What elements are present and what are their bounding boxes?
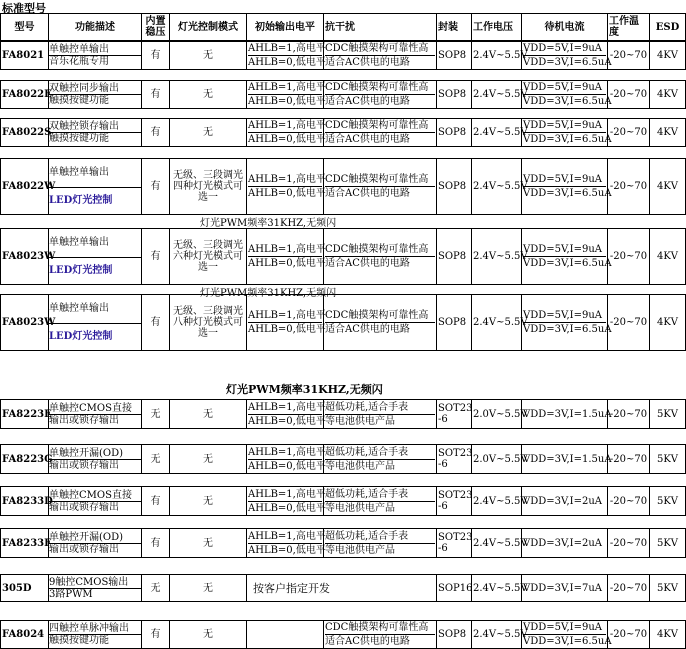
cell-line: CDC触摸架构可靠性高	[325, 309, 435, 323]
output-level-cell	[247, 295, 324, 351]
cell-line: 等电池供电产品	[325, 460, 395, 472]
table-row	[0, 158, 686, 215]
light-mode-cell	[170, 81, 247, 109]
light-mode-cell	[170, 487, 247, 516]
regulator-cell: 无	[142, 575, 170, 602]
function-cell	[49, 575, 142, 602]
temperature-cell: -20~70	[608, 487, 650, 516]
output-level-cell	[247, 42, 324, 70]
voltage-cell: 2.4V~5.5V	[472, 81, 522, 109]
mode-value: 无	[203, 89, 213, 100]
cell-line: AHLB=1,高电平	[248, 82, 326, 93]
temperature-cell: -20~70	[608, 621, 650, 649]
light-mode-cell	[170, 119, 247, 147]
output-level-cell	[247, 159, 324, 215]
pkg-value: SOP8	[438, 317, 467, 328]
standby-current-cell	[522, 159, 612, 215]
regulator-cell: 有	[142, 42, 170, 70]
cell-line: 无级、三段调光	[173, 306, 243, 317]
cell-line: 适合AC供电的电路	[325, 96, 410, 107]
mode-value: 无	[203, 495, 213, 507]
anti-interference-cell	[324, 229, 437, 285]
cell-line: 超低功耗,适合手表	[325, 488, 435, 502]
model-cell: FA8023W	[1, 229, 49, 285]
cell-line: AHLB=1,高电平	[248, 244, 326, 255]
cell-line: 八种灯光模式可选一	[173, 317, 243, 339]
esd-cell: 4KV	[650, 159, 686, 215]
standby-current-cell	[522, 621, 612, 649]
cell-line: AHLB=0,低电平	[248, 415, 326, 427]
output-level-cell	[247, 229, 324, 285]
table-row	[0, 486, 686, 516]
regulator-cell: 有	[142, 487, 170, 516]
table-row	[0, 41, 686, 70]
cell-line: CDC触摸架构可靠性高	[325, 173, 435, 187]
regulator-cell: 无	[142, 400, 170, 429]
header-temperature: 工作温度	[608, 14, 650, 41]
esd-cell: 5KV	[650, 575, 686, 602]
output-level-cell	[247, 487, 324, 516]
light-mode-cell	[170, 621, 247, 649]
model-cell: FA8021	[1, 42, 49, 70]
anti-interference-cell	[324, 445, 437, 474]
cell-line: 适合AC供电的电路	[325, 134, 410, 145]
header-output-level: 初始输出电平	[247, 14, 324, 41]
table-row	[0, 80, 686, 109]
standby-current-cell	[522, 42, 612, 70]
cell-line: 六种灯光模式可选一	[173, 251, 243, 273]
header-model: 型号	[1, 14, 49, 41]
esd-cell: 5KV	[650, 400, 686, 429]
cell-line: 适合AC供电的电路	[325, 636, 410, 647]
standby-current-cell	[522, 529, 608, 558]
voltage-cell: 2.4V~5.5V	[472, 42, 522, 70]
func-line: 单触控单输出	[49, 295, 141, 324]
cell-line: 适合AC供电的电路	[325, 188, 410, 199]
cell-line: VDD=5V,I=9uA	[523, 119, 606, 133]
table-row	[0, 294, 686, 351]
output-level-cell	[247, 445, 324, 474]
light-mode-cell	[170, 42, 247, 70]
esd-cell: 4KV	[650, 42, 686, 70]
package-cell	[437, 621, 472, 649]
esd-cell: 4KV	[650, 295, 686, 351]
anti-interference-cell	[324, 42, 437, 70]
table-row	[0, 620, 686, 649]
package-cell	[437, 445, 472, 474]
esd-cell: 5KV	[650, 487, 686, 516]
cell-line: VDD=3V,I=6.5uA	[523, 188, 612, 199]
voltage-cell: 2.4V~5.5V	[472, 621, 522, 649]
cell-line: VDD=5V,I=9uA	[523, 173, 606, 187]
cell-line: CDC触摸架构可靠性高	[325, 621, 435, 635]
section2-title: 灯光PWM频率31KHZ,无频闪	[226, 383, 383, 396]
esd-cell: 4KV	[650, 81, 686, 109]
cell-line: AHLB=1,高电平	[248, 43, 326, 54]
esd-cell: 5KV	[650, 529, 686, 558]
cell-line: CDC触摸架构可靠性高	[325, 81, 435, 95]
regulator-cell: 有	[142, 119, 170, 147]
standby-current-cell	[522, 295, 612, 351]
func-line: 单触控开漏(OD)	[49, 448, 141, 460]
model-cell: FA8022W	[1, 159, 49, 215]
cell-line: VDD=3V,I=6.5uA	[523, 96, 612, 107]
func-line: 音乐花瓶专用	[49, 56, 109, 67]
mode-value: 无	[203, 408, 213, 420]
voltage-cell: 2.4V~5.5V	[472, 529, 522, 558]
model-cell: FA8024	[1, 621, 49, 649]
func-line: 触摸按键功能	[49, 133, 109, 144]
voltage-cell: 2.4V~5.5V	[472, 487, 522, 516]
anti-interference-cell	[324, 487, 437, 516]
func-line: 单触控单输出	[49, 229, 141, 258]
light-mode-cell	[170, 229, 247, 285]
temperature-cell: -20~70	[608, 81, 650, 109]
light-mode-cell	[170, 529, 247, 558]
table-row	[0, 118, 686, 147]
func-line: 单触控单输出	[49, 44, 141, 56]
voltage-cell: 2.0V~5.5V	[472, 400, 522, 429]
regulator-cell: 有	[142, 159, 170, 215]
cell-line: VDD=5V,I=9uA	[523, 42, 606, 56]
voltage-cell: 2.4V~5.5V	[472, 159, 522, 215]
func-line: 单触控单输出	[49, 159, 141, 188]
cell-line: AHLB=0,低电平	[248, 460, 326, 472]
cell-line: SOT23	[438, 403, 473, 414]
mode-value: 无	[203, 629, 213, 640]
header-anti-interference: 抗干扰	[324, 14, 437, 41]
standby-current-cell	[522, 81, 612, 109]
pkg-value: SOP8	[438, 89, 467, 100]
curr-value: VDD=3V,I=1.5uA	[523, 453, 612, 465]
model-cell: 305D	[1, 575, 49, 602]
mode-value: 无	[203, 537, 213, 549]
temperature-cell: -20~70	[608, 295, 650, 351]
cell-line: -6	[438, 543, 448, 554]
cell-line: AHLB=0,低电平	[248, 188, 326, 199]
function-cell	[49, 445, 142, 474]
regulator-cell: 有	[142, 229, 170, 285]
output-level-cell	[247, 621, 324, 649]
cell-line: AHLB=0,低电平	[248, 57, 326, 68]
model-cell: FA8223G	[1, 445, 49, 474]
cell-line: SOT23	[438, 448, 473, 459]
cell-line: AHLB=1,高电平	[248, 530, 326, 542]
pkg-value: SOP8	[438, 127, 467, 138]
light-mode-cell	[170, 400, 247, 429]
cell-line: AHLB=1,高电平	[248, 120, 326, 131]
regulator-cell: 有	[142, 295, 170, 351]
cell-line: AHLB=0,低电平	[248, 544, 326, 556]
light-mode-cell	[170, 575, 247, 602]
cell-line: 超低功耗,适合手表	[325, 446, 435, 460]
cell-line: 等电池供电产品	[325, 544, 395, 556]
cell-line: CDC触摸架构可靠性高	[325, 243, 435, 257]
voltage-cell: 2.0V~5.5V	[472, 445, 522, 474]
temperature-cell: -20~70	[608, 575, 650, 602]
output-level-cell	[247, 81, 324, 109]
cell-line: VDD=5V,I=9uA	[523, 621, 606, 635]
standby-current-cell	[522, 445, 612, 474]
anti-interference-cell	[324, 81, 437, 109]
standby-current-cell	[522, 400, 612, 429]
cell-line: -6	[438, 414, 448, 425]
table-row	[0, 574, 686, 602]
output-level-cell	[247, 119, 324, 147]
mode-value: 无	[203, 453, 213, 465]
func-line: 双触控同步输出	[49, 83, 141, 95]
light-mode-cell	[170, 445, 247, 474]
anti-interference-cell	[324, 119, 437, 147]
standby-current-cell	[522, 229, 612, 285]
package-cell	[437, 575, 472, 602]
model-cell: FA8233D	[1, 487, 49, 516]
pkg-value: SOP16	[438, 582, 473, 594]
cell-line: AHLB=1,高电平	[248, 446, 326, 458]
temperature-cell: -20~70	[608, 42, 650, 70]
cell-line: VDD=3V,I=6.5uA	[523, 134, 612, 145]
cell-line: AHLB=1,高电平	[248, 310, 326, 321]
header-voltage: 工作电压	[472, 14, 522, 41]
function-cell	[49, 119, 142, 147]
function-cell	[49, 159, 142, 215]
model-cell: FA8233F	[1, 529, 49, 558]
anti-interference-cell	[324, 159, 437, 215]
func-line: 单触控开漏(OD)	[49, 532, 141, 544]
table-row	[0, 228, 686, 285]
func-line: 输出或锁存输出	[49, 414, 119, 426]
cell-line: 无级、三段调光	[173, 240, 243, 251]
light-mode-cell	[170, 159, 247, 215]
func-line: 触摸按键功能	[49, 635, 109, 646]
pkg-value: SOP8	[438, 181, 467, 192]
cell-line: VDD=3V,I=6.5uA	[523, 636, 612, 647]
header-table	[0, 13, 686, 41]
cell-line: 适合AC供电的电路	[325, 324, 410, 335]
light-mode-cell	[170, 295, 247, 351]
header-package: 封装	[437, 14, 472, 41]
mode-value: 无	[203, 582, 213, 594]
function-cell	[49, 487, 142, 516]
cell-line: 适合AC供电的电路	[325, 258, 410, 269]
package-cell	[437, 159, 472, 215]
cell-line: AHLB=0,低电平	[248, 324, 326, 335]
func-line: 3路PWM	[49, 588, 93, 600]
package-cell	[437, 487, 472, 516]
package-cell	[437, 295, 472, 351]
regulator-cell: 有	[142, 621, 170, 649]
func-line: 输出或锁存输出	[49, 501, 119, 513]
temperature-cell: -20~70	[608, 445, 650, 474]
standby-current-cell	[522, 487, 608, 516]
temperature-cell: -20~70	[608, 159, 650, 215]
temperature-cell: -20~70	[608, 229, 650, 285]
model-cell: FA8023W	[1, 295, 49, 351]
func-led-line: LED灯光控制	[49, 194, 113, 206]
cell-line: VDD=5V,I=9uA	[523, 243, 606, 257]
cell-line: 无级、三段调光	[173, 170, 243, 181]
header-regulator: 内置稳压	[142, 14, 170, 41]
cell-line: CDC触摸架构可靠性高	[325, 42, 435, 56]
curr-value: VDD=3V,I=7uA	[523, 582, 603, 594]
voltage-cell: 2.4V~5.5V	[472, 229, 522, 285]
regulator-cell: 无	[142, 445, 170, 474]
cell-line: VDD=5V,I=9uA	[523, 309, 606, 323]
func-line: 触摸按键功能	[49, 95, 109, 106]
output-level-cell	[247, 400, 324, 429]
pwm-note: 灯光PWM频率31KHZ,无频闪	[200, 218, 337, 229]
cell-line: CDC触摸架构可靠性高	[325, 119, 435, 133]
func-line: 双触控锁存输出	[49, 121, 141, 133]
func-led-line: LED灯光控制	[49, 264, 113, 276]
regulator-cell: 有	[142, 81, 170, 109]
function-cell	[49, 529, 142, 558]
esd-cell: 4KV	[650, 119, 686, 147]
package-cell	[437, 400, 472, 429]
package-cell	[437, 42, 472, 70]
func-line: 输出或锁存输出	[49, 543, 119, 555]
cell-line: AHLB=1,高电平	[248, 174, 326, 185]
anti-interference-cell	[324, 529, 437, 558]
pwm-note: 灯光PWM频率31KHZ,无频闪	[200, 288, 337, 299]
func-line: 四触控单脉冲输出	[49, 623, 141, 635]
model-cell: FA8223E	[1, 400, 49, 429]
curr-value: VDD=3V,I=2uA	[523, 537, 603, 549]
model-cell: FA8022E	[1, 81, 49, 109]
cell-line: VDD=3V,I=6.5uA	[523, 324, 612, 335]
voltage-cell: 2.4V~5.5V	[472, 119, 522, 147]
cell-line: AHLB=0,低电平	[248, 96, 326, 107]
cell-line: AHLB=0,低电平	[248, 134, 326, 145]
cell-line: 等电池供电产品	[325, 415, 395, 427]
esd-cell: 4KV	[650, 229, 686, 285]
cell-line: AHLB=1,高电平	[248, 401, 326, 413]
cell-line: AHLB=1,高电平	[248, 488, 326, 500]
pkg-value: SOP8	[438, 251, 467, 262]
mode-value: 无	[203, 50, 213, 61]
table-row	[0, 444, 686, 474]
function-cell	[49, 621, 142, 649]
func-line: 单触控CMOS直接	[49, 403, 141, 415]
cell-line: 超低功耗,适合手表	[325, 401, 435, 415]
anti-interference-cell	[324, 295, 437, 351]
standby-current-cell	[522, 575, 608, 602]
temperature-cell: -20~70	[608, 400, 650, 429]
package-cell	[437, 119, 472, 147]
header-light-mode: 灯光控制模式	[170, 14, 247, 41]
cell-line: 适合AC供电的电路	[325, 57, 410, 68]
function-cell	[49, 81, 142, 109]
output-level-cell	[247, 529, 324, 558]
func-line: 单触控CMOS直接	[49, 490, 141, 502]
func-led-line: LED灯光控制	[49, 330, 113, 342]
voltage-cell: 2.4V~5.5V	[472, 295, 522, 351]
voltage-cell: 2.4V~5.5V	[472, 575, 522, 602]
package-cell	[437, 229, 472, 285]
cell-line: 超低功耗,适合手表	[325, 530, 435, 544]
esd-cell: 5KV	[650, 445, 686, 474]
sheet-title: 标准型号	[2, 2, 46, 15]
header-function: 功能描述	[49, 14, 142, 41]
cell-line: VDD=5V,I=9uA	[523, 81, 606, 95]
cell-line: SOT23	[438, 490, 473, 501]
model-cell: FA8022S	[1, 119, 49, 147]
func-line: 输出或锁存输出	[49, 459, 119, 471]
standby-current-cell	[522, 119, 612, 147]
package-cell	[437, 81, 472, 109]
function-cell	[49, 42, 142, 70]
cell-line: AHLB=0,低电平	[248, 502, 326, 514]
cell-line: AHLB=0,低电平	[248, 258, 326, 269]
curr-value: VDD=3V,I=2uA	[523, 495, 603, 507]
cell-line: -6	[438, 459, 448, 470]
temperature-cell: -20~70	[608, 119, 650, 147]
package-cell	[437, 529, 472, 558]
mode-value: 无	[203, 127, 213, 138]
function-cell	[49, 400, 142, 429]
temperature-cell: -20~70	[608, 529, 650, 558]
header-esd: ESD	[650, 14, 686, 41]
anti-interference-cell	[324, 621, 437, 649]
curr-value: VDD=3V,I=1.5uA	[523, 408, 612, 420]
cell-line: -6	[438, 501, 448, 512]
func-line: 9触控CMOS输出	[49, 577, 141, 589]
cell-line: 四种灯光模式可选一	[173, 181, 243, 203]
function-cell	[49, 295, 142, 351]
custom-dev: 按客户指定开发	[247, 575, 437, 602]
regulator-cell: 有	[142, 529, 170, 558]
cell-line: VDD=3V,I=6.5uA	[523, 57, 612, 68]
cell-line: 等电池供电产品	[325, 502, 395, 514]
table-row	[0, 528, 686, 558]
function-cell	[49, 229, 142, 285]
cell-line: VDD=3V,I=6.5uA	[523, 258, 612, 269]
esd-cell: 4KV	[650, 621, 686, 649]
pkg-value: SOP8	[438, 629, 467, 640]
pkg-value: SOP8	[438, 50, 467, 61]
cell-line: SOT23	[438, 532, 473, 543]
anti-interference-cell	[324, 400, 437, 429]
table-row	[0, 399, 686, 429]
header-standby-current: 待机电流	[522, 14, 608, 41]
